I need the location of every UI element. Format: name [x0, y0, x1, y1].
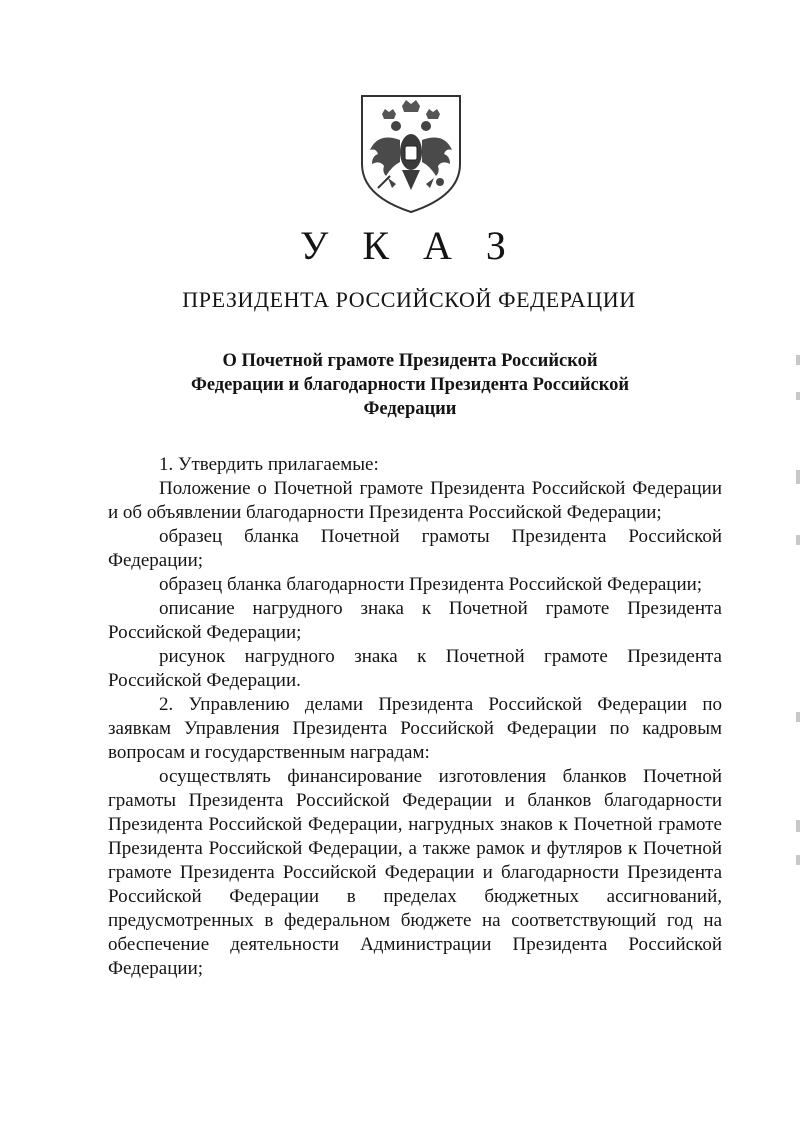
subject-line: Федерации и благодарности Президента Российской: [190, 375, 630, 395]
scan-mark: [796, 355, 800, 365]
scan-mark: [796, 535, 800, 545]
paragraph: Положение о Почетной грамоте Президента Российской Федерации и об объявлении благодарности Президента Российской Федерации;: [108, 478, 722, 523]
scan-mark: [796, 855, 800, 865]
paragraph: рисунок нагрудного знака к Почетной грамоте Президента Российской Федерации.: [108, 646, 722, 691]
paragraph: осуществлять финансирование изготовления бланков Почетной грамоты Президента Российской Федерации и бланков благодарности Президента Российской Федерации, нагрудных знаков к Почетной грамоте Президента Российской Федерации, а также рамок и футляров к Почетной грамоте Президента Российской Федерации и благодарности Президента Российской Федерации в пределах бюджетных ассигнований, предусмотренных в федеральном бюджете на соответствующий год на обеспечение деятельности Администрации Президента Российской Федерации;: [108, 766, 722, 979]
decree-body: [108, 453, 722, 981]
paragraph: 2. Управлению делами Президента Российской Федерации по заявкам Управления Президента Российской Федерации по кадровым вопросам и государственным наградам:: [108, 694, 722, 763]
coat-of-arms-icon: [358, 92, 464, 214]
scan-edge-marks: [794, 0, 800, 1132]
paragraph: образец бланка Почетной грамоты Президента Российской Федерации;: [108, 526, 722, 571]
decree-title: У К А З: [300, 223, 518, 268]
scan-mark: [796, 392, 800, 400]
paragraph: описание нагрудного знака к Почетной грамоте Президента Российской Федерации;: [108, 598, 722, 643]
subject-line: О Почетной грамоте Президента Российской: [222, 351, 598, 371]
decree-subject: [150, 349, 670, 421]
paragraph: 1. Утвердить прилагаемые:: [159, 454, 379, 475]
scan-mark: [796, 820, 800, 832]
scan-mark: [796, 470, 800, 484]
issuer-title: ПРЕЗИДЕНТА РОССИЙСКОЙ ФЕДЕРАЦИИ: [182, 287, 636, 312]
subject-line: Федерации: [363, 399, 457, 419]
paragraph: образец бланка благодарности Президента Российской Федерации;: [159, 574, 703, 595]
scan-mark: [796, 712, 800, 722]
